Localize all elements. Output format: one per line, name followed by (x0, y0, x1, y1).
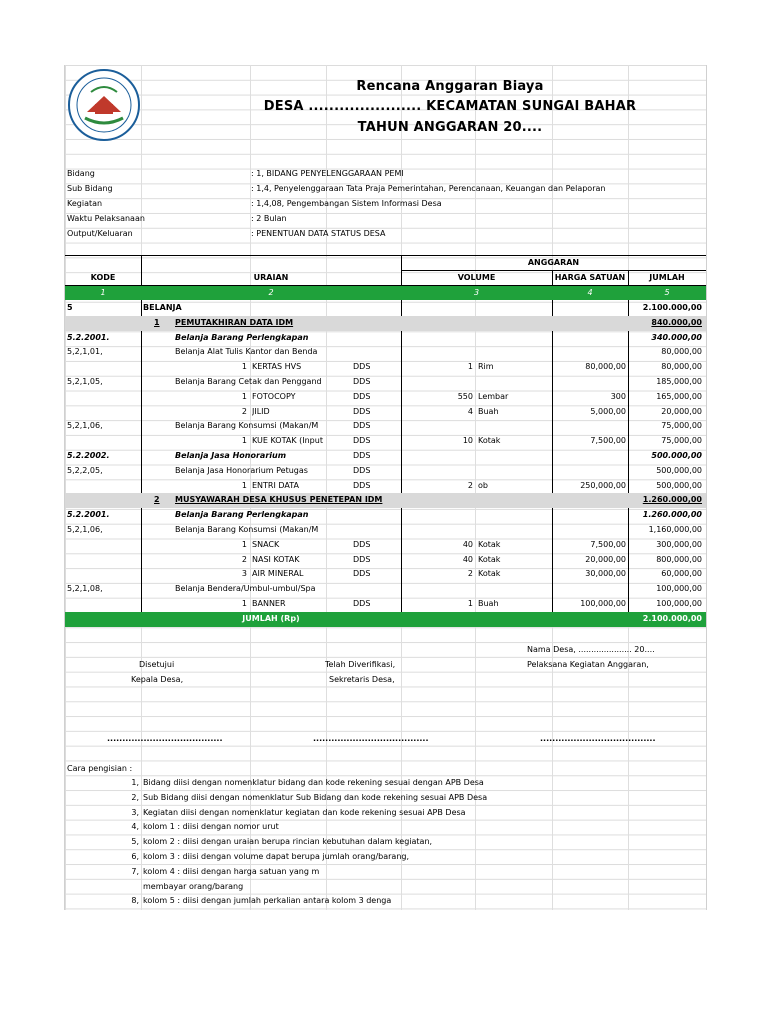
row-section-number: 2 (154, 495, 160, 505)
row-jumlah: 340.000,00 (651, 332, 702, 342)
row-uraian: Belanja Barang Konsumsi (Makan/M (175, 421, 319, 431)
row-uraian: AIR MINERAL (252, 569, 304, 579)
row-sumber-dana: DDS (353, 421, 371, 431)
row-uraian: Belanja Barang Cetak dan Penggand (175, 377, 322, 386)
row-volume: 2 (467, 480, 473, 490)
row-satuan: Buah (478, 599, 499, 608)
row-item-number: 1 (241, 480, 247, 490)
note-number: 8, (131, 896, 139, 906)
total-value: 2.100.000,00 (642, 614, 702, 623)
row-section-number: 1 (154, 317, 160, 327)
row-kode: 5,2,1,08, (67, 584, 103, 594)
row-sumber-dana: DDS (353, 480, 371, 490)
colnum-1: 1 (100, 288, 106, 297)
row-harga-satuan: 20,000,00 (585, 554, 626, 564)
note-number: 4, (131, 822, 139, 832)
row-jumlah: 500.000,00 (651, 451, 702, 460)
row-volume: 4 (467, 406, 473, 416)
sign-1-line-a: Disetujui (139, 660, 175, 669)
row-volume: 1 (467, 599, 473, 608)
row-sumber-dana: DDS (353, 377, 371, 386)
row-uraian: Belanja Jasa Honorarium Petugas (175, 465, 308, 475)
row-satuan: Kotak (478, 436, 501, 446)
row-uraian: Belanja Jasa Honorarium (175, 451, 287, 460)
row-jumlah: 1,160,000,00 (648, 525, 702, 534)
row-jumlah: 165,000,00 (656, 391, 702, 401)
signature-dots-2: ...................................... (313, 734, 429, 743)
header-jumlah: JUMLAH (649, 273, 685, 282)
note-number: 3, (131, 807, 139, 817)
row-satuan: Kotak (478, 539, 501, 549)
header-kode: KODE (90, 273, 116, 282)
row-harga-satuan: 80,000,00 (585, 362, 626, 372)
row-harga-satuan: 7,500,00 (590, 436, 626, 446)
row-jumlah: 2.100.000,00 (642, 303, 702, 312)
sign-3-line-a: Pelaksana Kegiatan Anggaran, (527, 660, 649, 669)
row-uraian: NASI KOTAK (252, 554, 300, 564)
row-uraian: FOTOCOPY (252, 391, 296, 401)
title-line-3: TAHUN ANGGARAN 20.... (357, 120, 543, 135)
row-volume: 10 (462, 436, 473, 446)
colnum-5: 5 (664, 288, 670, 297)
row-uraian: Belanja Alat Tulis Kantor dan Benda (175, 347, 318, 357)
row-jumlah: 75,000,00 (661, 436, 702, 446)
row-sumber-dana: DDS (353, 554, 371, 564)
row-jumlah: 185,000,00 (656, 377, 702, 386)
place-date: Nama Desa, ..................... 20.... (527, 645, 655, 654)
row-section-title: MUSYAWARAH DESA KHUSUS PENETEPAN IDM (175, 495, 383, 505)
row-harga-satuan: 300 (610, 391, 626, 401)
header-harga-satuan: HARGA SATUAN (554, 273, 626, 282)
row-jumlah: 500,000,00 (656, 480, 702, 490)
header-anggaran: ANGGARAN (527, 258, 580, 267)
note-number: 5, (131, 837, 139, 847)
row-kode: 5 (67, 303, 73, 312)
row-sumber-dana: DDS (353, 451, 371, 460)
row-sumber-dana: DDS (353, 465, 371, 475)
row-harga-satuan: 30,000,00 (585, 569, 626, 579)
note-text: kolom 4 : diisi dengan harga satuan yang m (143, 866, 320, 876)
total-row (65, 612, 706, 627)
note-text: Bidang diisi dengan nomenklatur bidang dan kode rekening sesuai dengan APB Desa (143, 778, 484, 787)
info-label-subbidang: Sub Bidang (67, 184, 113, 193)
row-uraian: Belanja Barang Perlengkapan (175, 332, 309, 342)
row-volume: 40 (462, 554, 473, 564)
row-kode: 5,2,2,05, (67, 465, 103, 475)
colnum-2: 2 (268, 288, 274, 297)
note-text: kolom 1 : diisi dengan nomor urut (143, 822, 279, 832)
spreadsheet-page (64, 65, 707, 910)
row-jumlah: 100,000,00 (656, 584, 702, 594)
row-item-number: 1 (241, 362, 247, 372)
row-jumlah: 60,000,00 (661, 569, 702, 579)
section-row-2-bg (65, 493, 706, 508)
row-jumlah: 80,000,00 (661, 347, 702, 357)
sign-1-line-b: Kepala Desa, (131, 675, 184, 684)
row-sumber-dana: DDS (353, 599, 371, 608)
row-item-number: 1 (241, 599, 247, 608)
info-label-kegiatan: Kegiatan (67, 199, 103, 208)
info-value-output: : PENENTUAN DATA STATUS DESA (251, 229, 386, 238)
row-uraian: Belanja Barang Perlengkapan (175, 510, 309, 520)
header-uraian: URAIAN (253, 273, 289, 282)
column-number-bar (65, 286, 706, 300)
colnum-3: 3 (473, 288, 480, 297)
total-label: JUMLAH (Rp) (242, 614, 300, 623)
row-uraian: BANNER (252, 599, 286, 608)
header-volume: VOLUME (457, 273, 496, 282)
row-volume: 40 (462, 539, 473, 549)
row-item-number: 2 (241, 406, 247, 416)
row-kode: 5.2.2002. (67, 451, 110, 460)
note-number: 7, (131, 866, 139, 876)
row-harga-satuan: 250,000,00 (580, 480, 626, 490)
row-kode: 5,2,1,06, (67, 421, 103, 431)
row-uraian: Belanja Barang Konsumsi (Makan/M (175, 525, 319, 534)
row-uraian: Belanja Bendera/Umbul-umbul/Spa (175, 584, 316, 594)
row-kode: 5,2,1,05, (67, 377, 103, 386)
row-jumlah: 100,000,00 (656, 599, 702, 608)
row-jumlah: 500,000,00 (656, 465, 702, 475)
note-text: membayar orang/barang (143, 881, 244, 891)
row-kode: 5.2.2001. (67, 510, 110, 520)
row-sumber-dana: DDS (353, 539, 371, 549)
info-label-waktu: Waktu Pelaksanaan (67, 214, 145, 223)
title-line-2: DESA ...................... KECAMATAN SUNGAI BAHAR (263, 99, 637, 114)
row-sumber-dana: DDS (353, 362, 371, 372)
row-satuan: Kotak (478, 569, 501, 579)
row-jumlah: 75,000,00 (661, 421, 702, 431)
row-jumlah: 800,000,00 (656, 554, 702, 564)
sign-2-line-a: Telah Diverifikasi, (325, 660, 396, 669)
notes-title: Cara pengisian : (67, 764, 133, 773)
row-sumber-dana: DDS (353, 406, 371, 416)
note-number: 2, (131, 792, 139, 802)
row-sumber-dana: DDS (353, 436, 371, 446)
info-value-kegiatan: : 1,4,08, Pengembangan Sistem Informasi Desa (251, 199, 442, 208)
note-text: kolom 3 : diisi dengan volume dapat berupa jumlah orang/barang, (143, 852, 410, 861)
row-jumlah: 20,000,00 (661, 406, 702, 416)
row-kode: 5,2,1,06, (67, 525, 103, 534)
sign-2-line-b: Sekretaris Desa, (329, 675, 395, 684)
row-item-number: 1 (241, 539, 247, 549)
row-jumlah: 840.000,00 (651, 317, 702, 327)
title-line-1: Rencana Anggaran Biaya (356, 79, 544, 94)
info-value-waktu: : 2 Bulan (251, 214, 287, 223)
row-uraian: KUE KOTAK (Input (252, 436, 323, 446)
note-text: Kegiatan diisi dengan nomenklatur kegiatan dan kode rekening sesuai APB Desa (143, 807, 466, 817)
row-satuan: ob (478, 480, 488, 490)
note-number: 1, (131, 778, 139, 787)
row-uraian: ENTRI DATA (252, 480, 299, 490)
row-harga-satuan: 5,000,00 (590, 406, 626, 416)
row-satuan: Lembar (478, 391, 509, 401)
row-section-title: PEMUTAKHIRAN DATA IDM (175, 317, 294, 327)
note-text: kolom 2 : diisi dengan uraian berupa rincian kebutuhan dalam kegiatan, (143, 837, 433, 847)
row-jumlah: 300,000,00 (656, 539, 702, 549)
row-jumlah: 1.260.000,00 (642, 510, 702, 520)
row-satuan: Rim (478, 362, 494, 372)
note-text: kolom 5 : diisi dengan jumlah perkalian antara kolom 3 denga (143, 896, 392, 906)
note-text: Sub Bidang diisi dengan nomenklatur Sub Bidang dan kode rekening sesuai APB Desa (143, 792, 488, 802)
row-sumber-dana: DDS (353, 569, 371, 579)
row-satuan: Kotak (478, 554, 501, 564)
info-label-bidang: Bidang (67, 169, 95, 178)
row-item-number: 1 (241, 391, 247, 401)
info-label-output: Output/Keluaran (67, 229, 133, 238)
signature-dots-3: ...................................... (540, 734, 656, 743)
row-uraian: SNACK (252, 539, 280, 549)
row-kode: 5,2,1,01, (67, 347, 103, 357)
info-value-bidang: : 1, BIDANG PENYELENGGARAAN PEMI (251, 169, 404, 178)
row-item-number: 3 (241, 569, 247, 579)
row-satuan: Buah (478, 406, 499, 416)
row-volume: 2 (467, 569, 473, 579)
row-uraian: BELANJA (143, 303, 182, 312)
row-kode: 5.2.2001. (67, 332, 110, 342)
row-item-number: 2 (241, 554, 247, 564)
row-uraian: JILID (252, 406, 270, 416)
row-item-number: 1 (241, 436, 247, 446)
row-volume: 1 (467, 362, 473, 372)
row-uraian: KERTAS HVS (252, 362, 302, 372)
row-sumber-dana: DDS (353, 391, 371, 401)
signature-dots-1: ...................................... (107, 734, 223, 743)
colnum-4: 4 (587, 288, 593, 297)
row-harga-satuan: 7,500,00 (590, 539, 626, 549)
info-value-subbidang: : 1,4, Penyelenggaraan Tata Praja Pemerintahan, Perencanaan, Keuangan dan Pelaporan (251, 184, 606, 193)
row-volume: 550 (457, 391, 473, 401)
note-number: 6, (131, 852, 139, 861)
row-harga-satuan: 100,000,00 (580, 599, 626, 608)
kemendesa-logo (67, 68, 141, 142)
row-jumlah: 1.260.000,00 (642, 495, 702, 505)
section-row-1-bg (65, 316, 706, 331)
row-jumlah: 80,000,00 (661, 362, 702, 372)
